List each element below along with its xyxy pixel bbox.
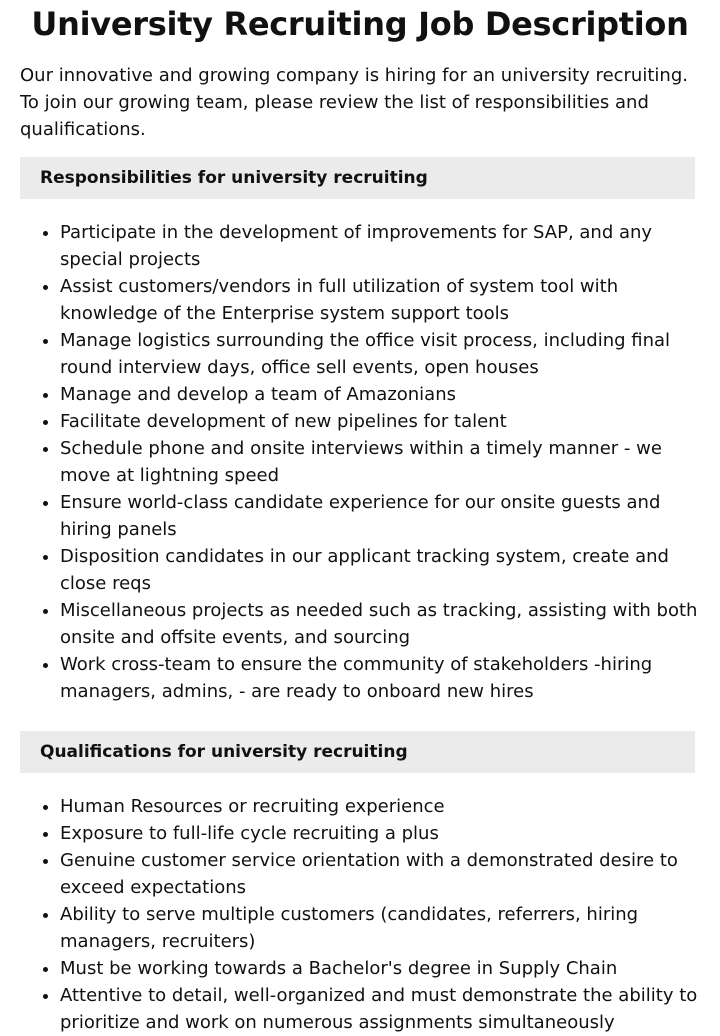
list-item: • Manage logistics surrounding the office visit process, including final round interview days, office sell events, open houses xyxy=(60,327,700,381)
list-item: • Work cross-team to ensure the community of stakeholders -hiring managers, admins, - are ready to onboard new hires xyxy=(60,651,700,705)
list-item: • Manage and develop a team of Amazonians xyxy=(60,381,700,408)
list-item: • Miscellaneous projects as needed such as tracking, assisting with both onsite and offsite events, and sourcing xyxy=(60,597,700,651)
list-item: • Assist customers/vendors in full utilization of system tool with knowledge of the Enterprise system support tools xyxy=(60,273,700,327)
list-item: • Must be working towards a Bachelor's degree in Supply Chain xyxy=(60,955,700,982)
list-item: • Ensure world-class candidate experience for our onsite guests and hiring panels xyxy=(60,489,700,543)
responsibilities-heading: Responsibilities for university recruiting xyxy=(20,157,695,199)
page-title: University Recruiting Job Description xyxy=(31,5,689,43)
list-item: • Exposure to full-life cycle recruiting a plus xyxy=(60,820,700,847)
list-item: • Facilitate development of new pipelines for talent xyxy=(60,408,700,435)
qualifications-list xyxy=(0,793,720,1036)
list-item: • Human Resources or recruiting experience xyxy=(60,793,700,820)
list-item: • Attentive to detail, well-organized and must demonstrate the ability to prioritize and work on numerous assignments simultaneously xyxy=(60,982,700,1036)
list-item: • Schedule phone and onsite interviews within a timely manner - we move at lightning speed xyxy=(60,435,700,489)
qualifications-heading: Qualifications for university recruiting xyxy=(20,731,695,773)
intro-paragraph: Our innovative and growing company is hiring for an university recruiting. To join our growing team, please review the list of responsibilities and qualifications. xyxy=(20,65,688,140)
list-item: • Genuine customer service orientation with a demonstrated desire to exceed expectations xyxy=(60,847,700,901)
list-item: • Ability to serve multiple customers (candidates, referrers, hiring managers, recruiters) xyxy=(60,901,700,955)
list-item: • Participate in the development of improvements for SAP, and any special projects xyxy=(60,219,700,273)
list-item: • Disposition candidates in our applicant tracking system, create and close reqs xyxy=(60,543,700,597)
responsibilities-list xyxy=(0,219,720,705)
